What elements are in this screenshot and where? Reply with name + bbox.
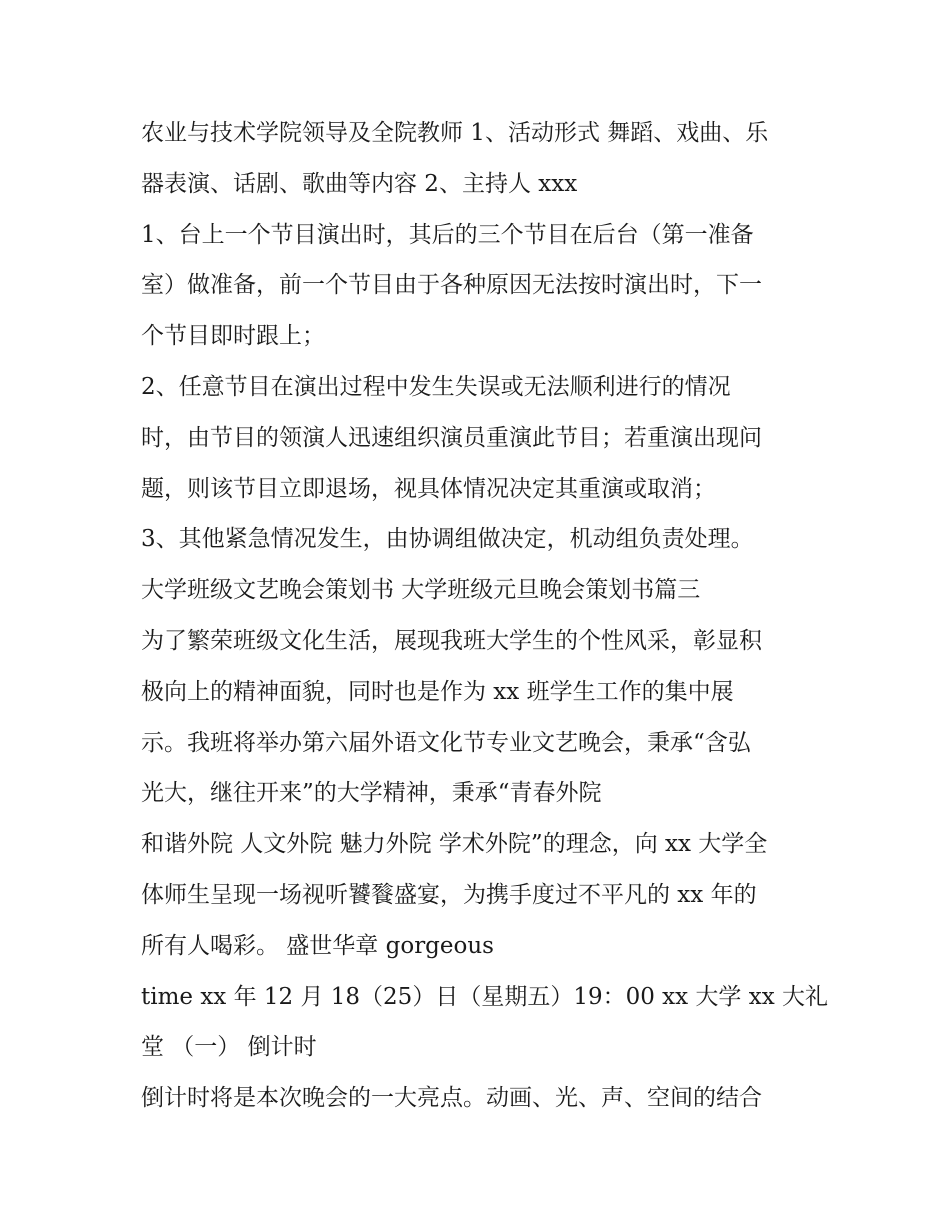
text-line: 时，由节目的领演人迅速组织演员重演此节目；若重演出现问: [141, 424, 762, 451]
text-line: 体师生呈现一场视听饕餮盛宴，为携手度过不平凡的 xx 年的: [141, 881, 757, 908]
document-body: [141, 108, 828, 1124]
section-heading: 大学班级文艺晚会策划书 大学班级元旦晚会策划书篇三: [141, 577, 701, 604]
text-line: 1、台上一个节目演出时，其后的三个节目在后台（第一准备: [141, 221, 754, 248]
text-line: 所有人喝彩。 盛世华章 gorgeous: [141, 932, 494, 959]
text-line: 和谐外院 人文外院 魅力外院 学术外院”的理念，向 xx 大学全: [141, 831, 768, 858]
text-line: 2、任意节目在演出过程中发生失误或无法顺利进行的情况: [141, 373, 731, 400]
text-line: 个节目即时跟上；: [141, 323, 325, 350]
text-line: 器表演、话剧、歌曲等内容 2、主持人 xxx: [141, 170, 578, 197]
text-line: 农业与技术学院领导及全院教师 1、活动形式 舞蹈、戏曲、乐: [141, 120, 769, 146]
text-line: 3、其他紧急情况发生，由协调组做决定，机动组负责处理。: [141, 526, 754, 553]
text-line: 示。我班将举办第六届外语文化节专业文艺晚会，秉承“含弘: [141, 729, 751, 756]
text-line: 光大，继往开来”的大学精神，秉承“青春外院: [141, 780, 602, 807]
text-line: 极向上的精神面貌，同时也是作为 xx 班学生工作的集中展: [141, 678, 734, 705]
text-line: 题，则该节目立即退场，视具体情况决定其重演或取消；: [141, 475, 716, 502]
text-line: 堂 （一） 倒计时: [141, 1034, 317, 1061]
text-line: 室）做准备，前一个节目由于各种原因无法按时演出时，下一: [141, 272, 762, 299]
text-line: 为了繁荣班级文化生活，展现我班大学生的个性风采，彰显积: [141, 627, 762, 654]
text-line: time xx 年 12 月 18（25）日（星期五）19：00 xx 大学 xx 大礼: [141, 983, 828, 1010]
text-line: 倒计时将是本次晚会的一大亮点。动画、光、声、空间的结合: [141, 1085, 762, 1112]
